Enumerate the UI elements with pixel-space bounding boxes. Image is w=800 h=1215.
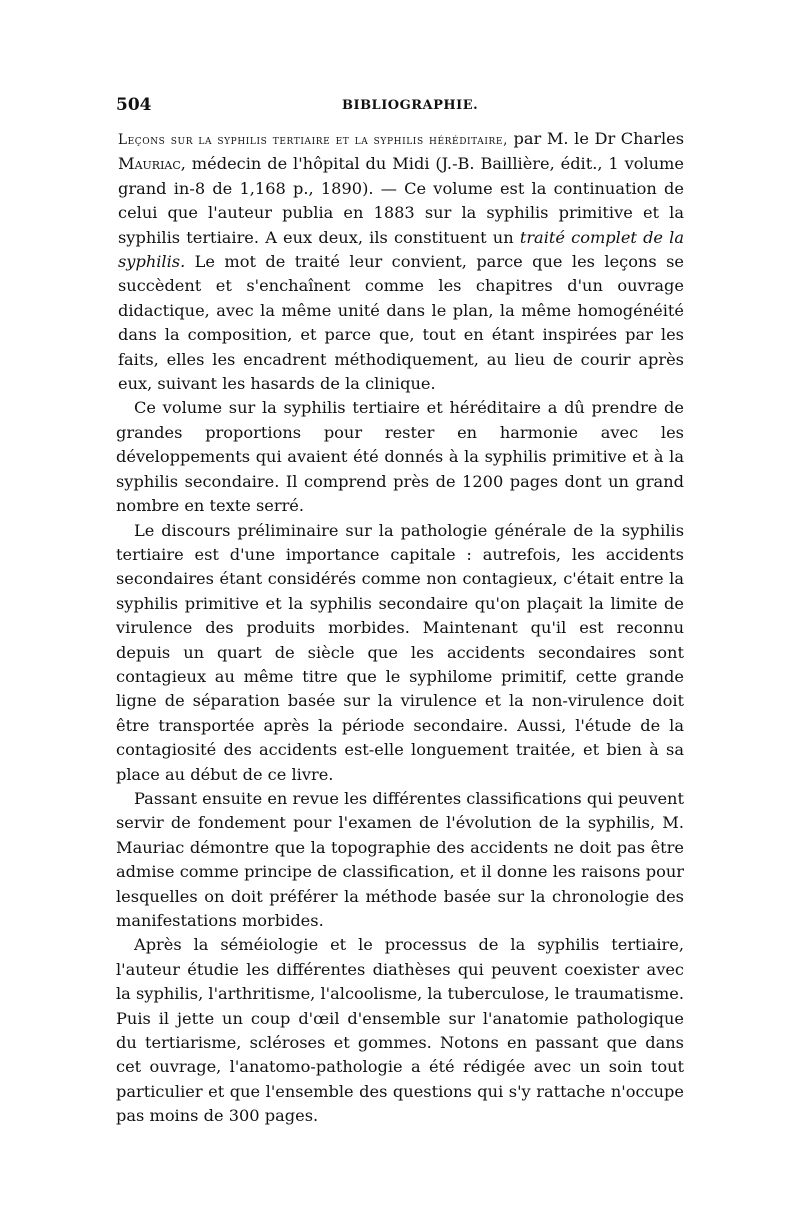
paragraph-4: Passant ensuite en revue les différentes classifications qui peuvent servir de fondement pour l'examen de l'évolution de la syphilis, M. Mauriac démontre que la topographie des accidents ne doit pas être admise comme principe de classification, et il donne les raisons pour lesquelles on doit préférer la méthode basée sur la chronologie des manifestations morbides.	[116, 788, 684, 930]
paragraph-2: Ce volume sur la syphilis tertiaire et héréditaire a dû prendre de grandes proportions pour rester en harmonie avec les développements qui avaient été donnés à la syphilis primitive et à la syphilis secondaire. Il comprend près de 1200 pages dont un grand nombre en texte serré.	[116, 398, 684, 516]
author-prefix: par M. le Dr Charles	[507, 129, 685, 148]
running-head	[116, 95, 684, 123]
paragraph-3: Le discours préliminaire sur la pathologie générale de la syphilis tertiaire est d'une importance capitale : autrefois, les accidents secondaires étant considérés comme non contagieux, c'était entre la syphilis primitive et la syphilis secondaire qu'on plaçait la limite de virulence des produits morbides. Maintenant qu'il est reconnu depuis un quart de siècle que les accidents secondaires sont contagieux au même titre que le syphilome primitif, cette grande ligne de séparation basée sur la virulence et la non-virulence doit être transportée après la période secondaire. Aussi, l'étude de la contagiosité des accidents est-elle longuement traitée, et bien à sa place au début de ce livre.	[116, 520, 684, 784]
page-number: 504	[116, 95, 152, 115]
document-page	[116, 95, 684, 1129]
paragraph-1-rest: Le mot de traité leur convient, parce que les leçons se succèdent et s'enchaînent comme les chapitres d'un ouvrage didactique, avec la même unité dans le plan, la même homogénéité dans la composition, et parce que, tout en étant inspirées par les faits, elles les encadrent méthodiquement, au lieu de courir après eux, suivant les hasards de la clinique.	[118, 252, 684, 394]
section-title: BIBLIOGRAPHIE.	[342, 98, 479, 113]
book-title: Leçons sur la syphilis tertiaire et la syphilis héréditaire,	[118, 132, 508, 148]
paragraph-1	[116, 127, 684, 396]
italic-phrase: traité complet de la syphilis.	[118, 227, 685, 272]
paragraph-5: Après la séméiologie et le processus de la syphilis tertiaire, l'auteur étudie les différentes diathèses qui peuvent coexister avec la syphilis, l'arthritisme, l'alcoolisme, la tuberculose, le traumatisme. Puis il jette un coup d'œil d'ensemble sur l'anatomie pathologique du tertiarisme, scléroses et gommes. Notons en passant que dans cet ouvrage, l'anatomo-pathologie a été rédigée avec un soin tout particulier et que l'ensemble des questions qui s'y rattache n'occupe pas moins de 300 pages.	[116, 935, 684, 1126]
author-surname: Mauriac	[118, 154, 181, 174]
author-suffix: , médecin de l'hôpital du Midi (J.-B. Baillière, édit., 1 volume grand in-8 de 1,168 p., 1890). — Ce volume est la continuation de celui que l'auteur publia en 1883 sur la syphilis primitive et la syphilis tertiaire. A eux deux, ils constituent un	[118, 154, 684, 247]
